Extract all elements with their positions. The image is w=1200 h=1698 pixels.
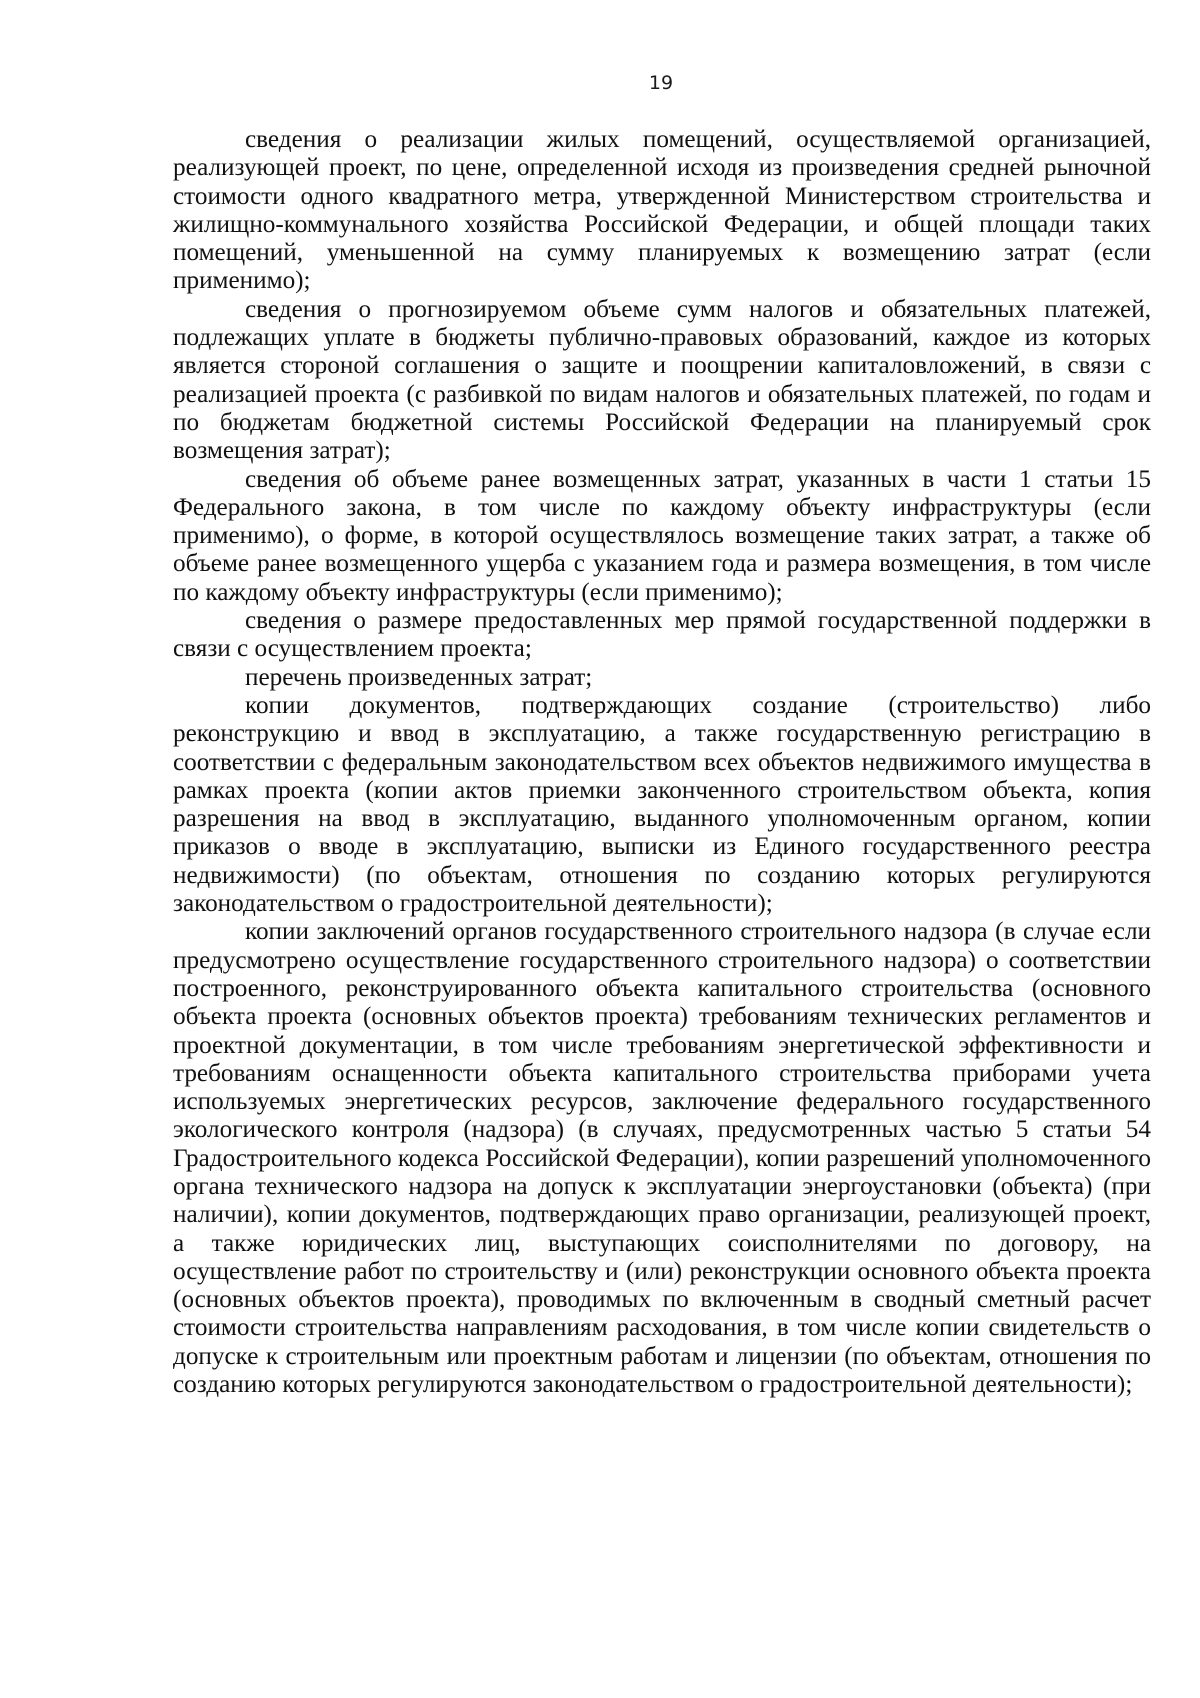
paragraph-forecast-taxes: сведения о прогнозируемом объеме сумм налогов и обязательных платежей, подлежащих уплате в бюджеты публично-правовых образований, каждое из которых является стороной соглашения о защите и поощрении капиталовложений, в связи с реализацией проекта (с разбивкой по видам налогов и обязательных платежей, по годам и по бюджетам бюджетной системы Российской Федерации на планируемый срок возмещения затрат); bbox=[173, 295, 1151, 465]
paragraph-costs-list: перечень произведенных затрат; bbox=[245, 663, 593, 691]
page-number: 19 bbox=[648, 72, 674, 94]
paragraph-supervision-conclusions: копии заключений органов государственного строительного надзора (в случае если предусмотрено осуществление государственного строительного надзора) о соответствии построенного, реконструированного объекта капитального строительства (основного объекта проекта (основных объектов проекта) требованиям технических регламентов и проектной документации, в том числе требованиям энергетической эффективности и требованиям оснащенности объекта капитального строительства приборами учета используемых энергетических ресурсов, заключение федерального государственного экологического контроля (надзора) (в случаях, предусмотренных частью 5 статьи 54 Градостроительного кодекса Российской Федерации), копии разрешений уполномоченного органа технического надзора на допуск к эксплуатации энергоустановки (объекта) (при наличии), копии документов, подтверждающих право организации, реализующей проект, а также юридических лиц, выступающих соисполнителями по договору, на осуществление работ по строительству и (или) реконструкции основного объекта проекта (основных объектов проекта), проводимых по включенным в сводный сметный расчет стоимости строительства направлениям расходования, в том числе копии свидетельств о допуске к строительным или проектным работам и лицензии (по объектам, отношения по созданию которых регулируются законодательством о градостроительной деятельности); bbox=[173, 918, 1151, 1399]
paragraph-residential-sales: сведения о реализации жилых помещений, осуществляемой организацией, реализующей проект, по цене, определенной исходя из произведения средней рыночной стоимости одного квадратного метра, утвержденной Министерством строительства и жилищно-коммунального хозяйства Российской Федерации, и общей площади таких помещений, уменьшенной на сумму планируемых к возмещению затрат (если применимо); bbox=[173, 126, 1151, 295]
paragraph-previously-reimbursed: сведения об объеме ранее возмещенных затрат, указанных в части 1 статьи 15 Федерального закона, в том числе по каждому объекту инфраструктуры (если применимо), о форме, в которой осуществлялось возмещение таких затрат, а также об объеме ранее возмещенного ущерба с указанием года и размера возмещения, в том числе по каждому объекту инфраструктуры (если применимо); bbox=[173, 465, 1151, 606]
paragraph-construction-documents: копии документов, подтверждающих создание (строительство) либо реконструкцию и ввод в эксплуатацию, а также государственную регистрацию в соответствии с федеральным законодательством всех объектов недвижимого имущества в рамках проекта (копии актов приемки законченного строительством объекта, копия разрешения на ввод в эксплуатацию, выданного уполномоченным органом, копии приказов о вводе в эксплуатацию, выписки из Единого государственного реестра недвижимости) (по объектам, отношения по созданию которых регулируются законодательством о градостроительной деятельности); bbox=[173, 691, 1151, 918]
paragraph-state-support: сведения о размере предоставленных мер прямой государственной поддержки в связи с осуществлением проекта; bbox=[173, 607, 1151, 663]
document-body bbox=[173, 126, 1151, 1399]
